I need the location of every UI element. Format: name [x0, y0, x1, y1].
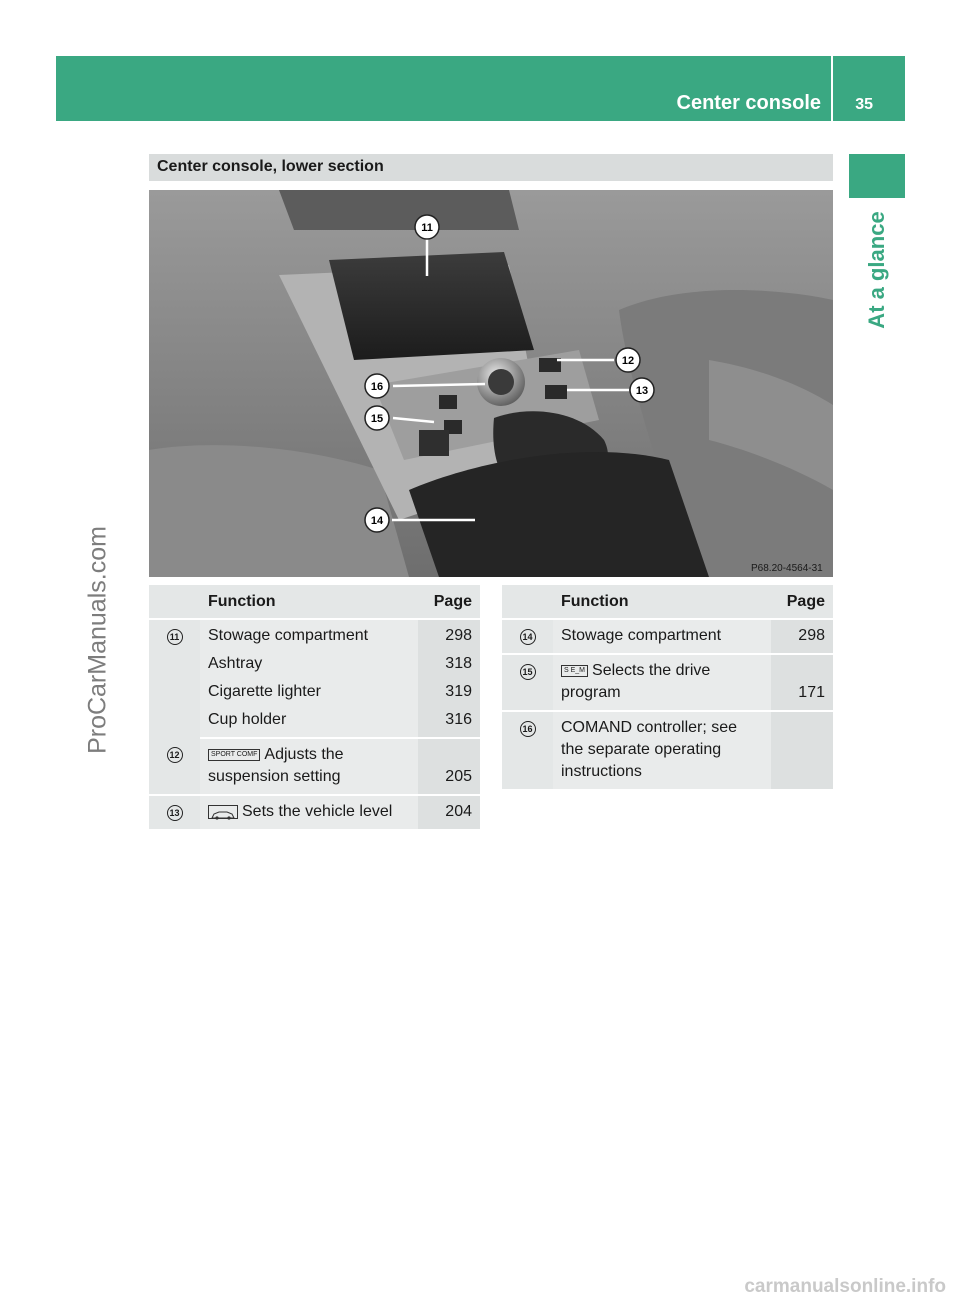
function-text: Sets the vehicle level: [200, 795, 418, 830]
page-ref: 171: [771, 654, 833, 711]
side-tab: [849, 154, 905, 198]
section-title: Center console, lower section: [157, 158, 384, 175]
function-text: S E_M Selects the drive program: [553, 654, 771, 711]
row-number: 14: [502, 619, 553, 654]
row-number: 15: [502, 654, 553, 711]
callout-11: 11: [421, 222, 433, 234]
drive-program-icon: S E_M: [561, 665, 588, 677]
header-title: Center console: [676, 92, 821, 114]
function-text: Stowage compartment: [553, 619, 771, 654]
watermark-bottom: carmanualsonline.info: [744, 1276, 946, 1297]
page-ref: 298: [771, 619, 833, 654]
row-number: 12: [149, 738, 200, 795]
page-ref: 204: [418, 795, 480, 830]
callout-14: 14: [370, 515, 384, 527]
row-number: 11: [149, 619, 200, 738]
side-tab-label: At a glance: [864, 211, 889, 329]
function-text: COMAND controller; see the separate operating instructions: [553, 711, 771, 790]
vehicle-level-icon: [208, 805, 238, 819]
header-divider: [831, 56, 833, 121]
table-row: [149, 738, 480, 795]
function-table-left: [149, 585, 480, 831]
function-text: Cigarette lighter: [200, 678, 418, 706]
sport-comf-switch-icon: SPORT COMF: [208, 749, 260, 761]
table-row: [502, 619, 833, 654]
table-row: [502, 711, 833, 790]
callout-12: 12: [621, 355, 635, 367]
callout-16: 16: [370, 381, 384, 393]
page-ref: 319: [418, 678, 480, 706]
header-function: Function: [200, 585, 418, 619]
page-number: 35: [855, 96, 873, 113]
row-number: 16: [502, 711, 553, 790]
function-text: Ashtray: [200, 650, 418, 678]
header-page: Page: [418, 585, 480, 619]
header-num: [502, 585, 553, 619]
header-bar: [56, 56, 905, 121]
table-row: [149, 795, 480, 830]
page-ref: 318: [418, 650, 480, 678]
page-ref: 298: [418, 619, 480, 650]
function-text: Cup holder: [200, 706, 418, 738]
page-ref: [771, 711, 833, 790]
photo-code: P68.20-4564-31: [751, 563, 823, 574]
table-row: [502, 654, 833, 711]
header-function: Function: [553, 585, 771, 619]
callout-15: 15: [370, 413, 384, 425]
section-header: [149, 154, 833, 181]
center-console-photo: [149, 190, 833, 577]
header-page: Page: [771, 585, 833, 619]
header-num: [149, 585, 200, 619]
function-text: Stowage compartment: [200, 619, 418, 650]
page-ref: 316: [418, 706, 480, 738]
row-number: 13: [149, 795, 200, 830]
function-text: SPORT COMF Adjusts the suspension setting: [200, 738, 418, 795]
page-ref: 205: [418, 738, 480, 795]
callout-13: 13: [635, 385, 649, 397]
watermark-left: ProCarManuals.com: [83, 526, 112, 754]
table-row: [149, 619, 480, 650]
function-table-right: [502, 585, 833, 791]
